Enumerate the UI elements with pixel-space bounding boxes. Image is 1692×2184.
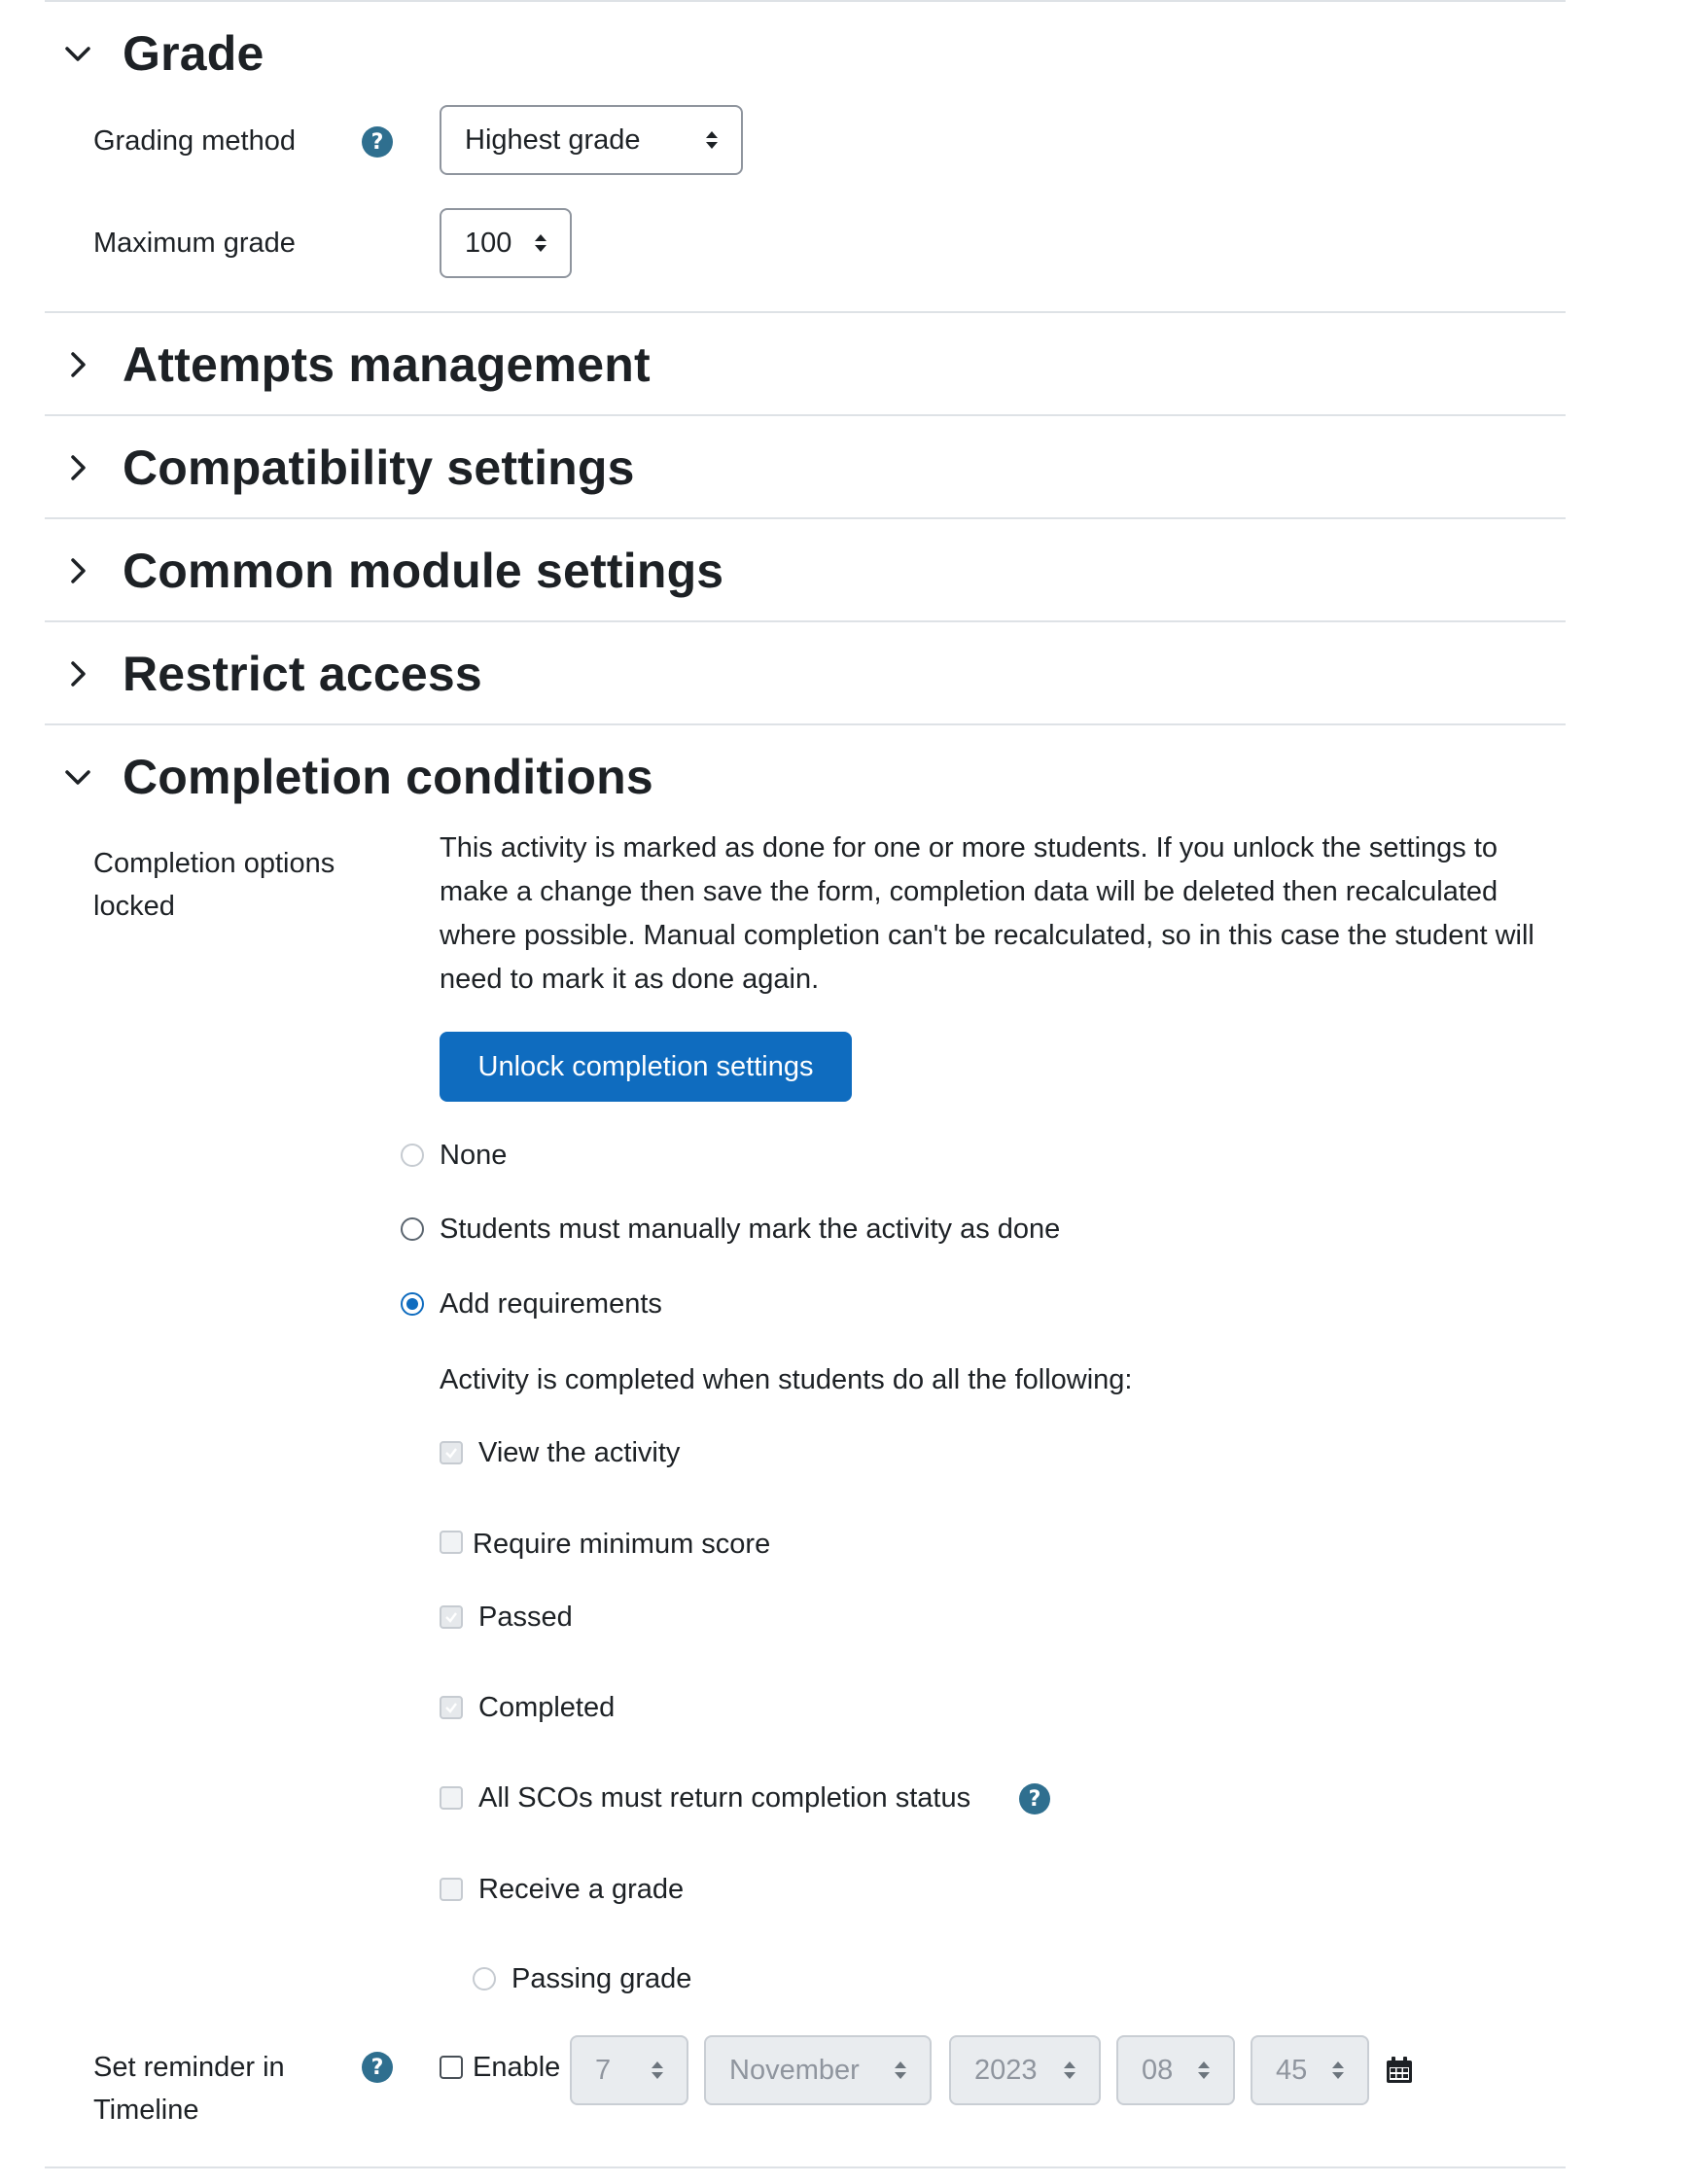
checkbox-all-scos[interactable] [440, 1786, 463, 1810]
day-value: 7 [595, 2054, 612, 2086]
checkbox-completed[interactable] [440, 1696, 463, 1719]
checkbox-enable-reminder[interactable] [440, 2056, 463, 2079]
chevron-down-icon [60, 759, 95, 794]
radio-add-requirements[interactable] [401, 1292, 424, 1316]
divider [45, 311, 1566, 313]
minute-select[interactable] [1251, 2035, 1369, 2105]
maximum-grade-value: 100 [465, 227, 512, 259]
question-circle-icon[interactable]: ? [362, 2052, 393, 2083]
receive-grade-label: Receive a grade [478, 1874, 685, 1905]
year-select[interactable] [949, 2035, 1101, 2105]
checkmark-icon [443, 1700, 459, 1715]
checkmark-icon [443, 1609, 459, 1625]
chevron-right-icon [60, 450, 95, 485]
section-header-compatibility[interactable] [60, 434, 635, 502]
chevron-up-down-icon [893, 2059, 908, 2082]
maximum-grade-label: Maximum grade [93, 228, 296, 259]
section-header-grade[interactable] [60, 19, 264, 88]
unlock-completion-button[interactable]: Unlock completion settings [440, 1032, 852, 1102]
chevron-right-icon [60, 656, 95, 691]
year-value: 2023 [974, 2054, 1038, 2086]
chevron-up-down-icon [650, 2059, 665, 2082]
require-min-score-label: Require minimum score [473, 1529, 771, 1560]
radio-none-label: None [440, 1140, 508, 1171]
passing-grade-label: Passing grade [511, 1963, 692, 1994]
chevron-up-down-icon [1196, 2059, 1212, 2082]
checkbox-receive-grade[interactable] [440, 1878, 463, 1901]
checkbox-passed[interactable] [440, 1605, 463, 1629]
hour-select[interactable] [1116, 2035, 1235, 2105]
maximum-grade-select[interactable] [440, 208, 572, 278]
reminder-label: Set reminder in Timeline [93, 2052, 285, 2126]
chevron-down-icon [60, 36, 95, 71]
all-scos-label: All SCOs must return completion status [478, 1782, 971, 1814]
divider [45, 723, 1566, 725]
radio-passing-grade[interactable] [473, 1967, 496, 1990]
completed-label: Completed [478, 1692, 616, 1723]
question-circle-icon[interactable]: ? [362, 126, 393, 158]
passed-label: Passed [478, 1602, 573, 1633]
chevron-up-down-icon [704, 128, 720, 152]
section-title: Compatibility settings [123, 440, 635, 495]
section-title: Restrict access [123, 647, 482, 701]
chevron-right-icon [60, 553, 95, 588]
grading-method-label: Grading method [93, 125, 296, 157]
section-header-restrict-access[interactable] [60, 640, 482, 708]
radio-manual[interactable] [401, 1217, 424, 1241]
checkbox-require-min-score[interactable] [440, 1531, 463, 1554]
chevron-up-down-icon [1330, 2059, 1346, 2082]
section-title: Grade [123, 26, 264, 81]
section-title: Completion conditions [123, 750, 653, 804]
hour-value: 08 [1142, 2054, 1174, 2086]
radio-add-requirements-label: Add requirements [440, 1288, 662, 1320]
section-header-attempts[interactable] [60, 331, 651, 399]
section-header-common-module[interactable] [60, 537, 723, 605]
chevron-up-down-icon [533, 231, 548, 255]
calendar-icon[interactable] [1385, 2056, 1414, 2085]
checkmark-icon [443, 1445, 459, 1461]
enable-label: Enable [473, 2052, 561, 2083]
divider [45, 0, 1566, 2]
grading-method-value: Highest grade [465, 123, 641, 156]
view-activity-label: View the activity [478, 1437, 681, 1468]
checkbox-view-activity[interactable] [440, 1441, 463, 1464]
requirements-intro: Activity is completed when students do all the following: [440, 1364, 1133, 1395]
chevron-right-icon [60, 347, 95, 382]
grading-method-select[interactable] [440, 105, 743, 175]
radio-manual-label: Students must manually mark the activity as done [440, 1214, 1061, 1245]
divider [45, 517, 1566, 519]
question-circle-icon[interactable]: ? [1019, 1783, 1050, 1814]
chevron-up-down-icon [1062, 2059, 1077, 2082]
month-select[interactable] [704, 2035, 932, 2105]
completion-locked-label: Completion options locked [93, 848, 335, 922]
divider [45, 2166, 1566, 2168]
minute-value: 45 [1276, 2054, 1308, 2086]
radio-none[interactable] [401, 1144, 424, 1167]
section-title: Attempts management [123, 337, 651, 392]
section-title: Common module settings [123, 544, 724, 598]
divider [45, 620, 1566, 622]
day-select[interactable] [570, 2035, 688, 2105]
divider [45, 414, 1566, 416]
section-header-completion[interactable] [60, 743, 653, 811]
completion-locked-message: This activity is marked as done for one or more students. If you unlock the settings to make a change then save the form, completion data will be deleted then recalculated where possible. Manual completion can't be recalculated, so in this case the student will need to mark it as done again. [440, 832, 1534, 995]
month-value: November [729, 2054, 860, 2086]
